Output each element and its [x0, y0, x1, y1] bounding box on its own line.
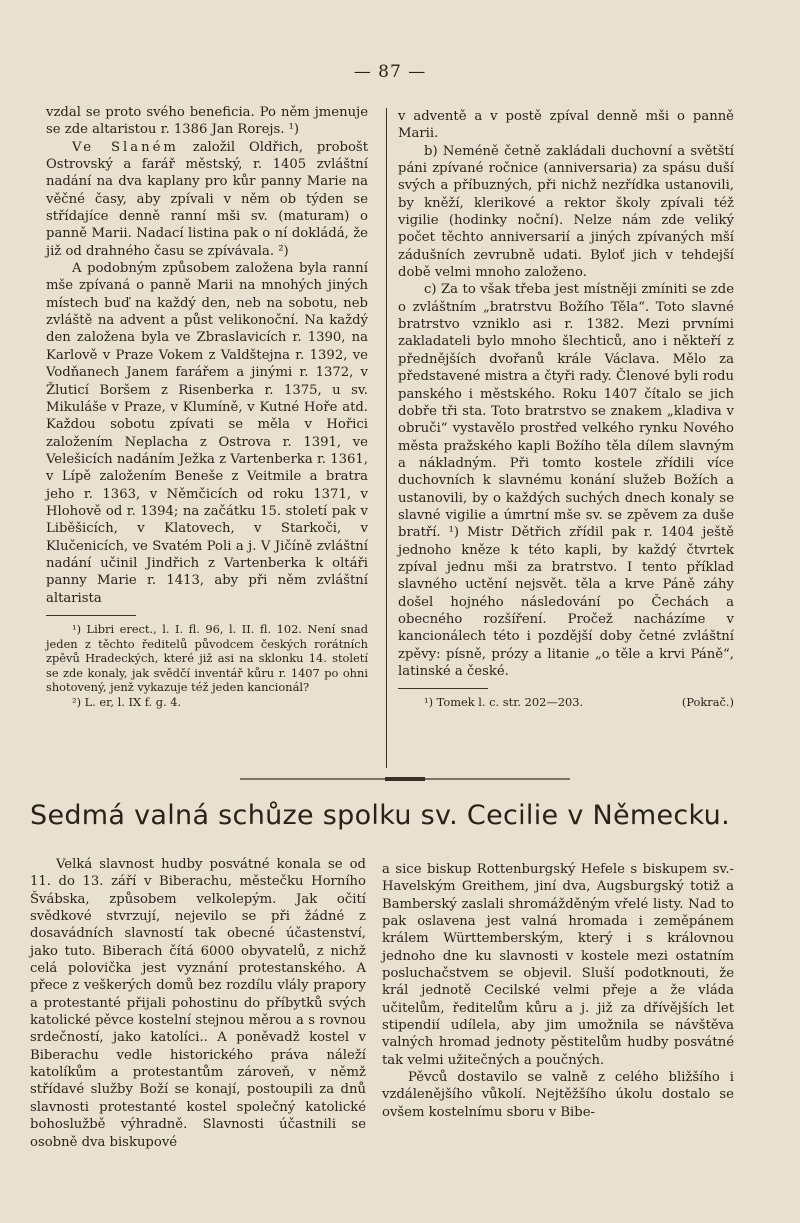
paragraph: v adventě a v postě zpíval denně mši o panně Marii.: [398, 109, 734, 142]
footnote: [398, 695, 734, 710]
page-number: — 87 —: [353, 62, 427, 82]
paragraph: vzdal se proto svého beneficia. Po něm jmenuje se zde altaristou r. 1386 Jan Rorejs. ¹): [46, 105, 368, 138]
paragraph-text: založil Oldřich, probošt Ostrovský a farář městský, r. 1405 zvláštní nadání na dva kaplany pro kůr panny Marie na věčné časy, aby zpívali v něm ob týden se střídajíce denně ranní mši sv. (maturam) o panně Marii. Nadací listina pak o ní dokládá, že již od drahného času se zpívávala. ²): [46, 139, 368, 259]
footnote-rule: [398, 688, 488, 689]
footnote-text: ¹) Tomek l. c. str. 202—203.: [424, 695, 584, 710]
paragraph: c) Za to však třeba jest místněji zmíniti se zde o zvláštním „bratrstvu Božího Těla“. Toto slavné bratrstvo vzniklo asi r. 1382. Mezi prvními zakladateli bylo mnoho šlechticů, ano i někteří z přednějších dvořanů krále Václava. Mělo za představené mistra a čtyři rady. Členové byli rodu panského i městského. Roku 1407 čítalo se jich dobře tři sta. Toto bratrstvo se znakem „kladiva v obruči“ vystavělo prostřed velkého rynku Nového města pražského kapli Božího těla dílem slavným a nákladným. Při tomto kostele zřídili více duchovních k slavnému konání služeb Božích a ustanovili, by o každých suchých dnech konaly se slavné vigilie a úmrtní mše sv. se zpěvem za duše bratří. ¹) Mistr Dětřich zřídil pak r. 1404 ještě jednoho kněze k této kapli, by každý čtvrtek zpíval jednu mši za bratrstvo. I tento příklad slavného uctění nejsvět. těla a krve Páně záhy došel hojného následování po Čechách a obecného rozšíření. Pročež nacházíme v kancionálech této i pozdější doby četné zvláštní zpěvy: písně, prózy a litanie „o těle a krvi Páně“, latinské a české.: [398, 282, 734, 679]
footnote: ²) L. er, l. IX f. g. 4.: [72, 694, 182, 709]
place-name: Ve Slaném: [72, 139, 179, 155]
column-divider: [386, 108, 387, 768]
article-left-column: [30, 856, 366, 1151]
article-right-column: [382, 861, 734, 1121]
paragraph: b) Neméně četně zakládali duchovní a světští páni zpívané ročnice (anniversaria) za spásu duší svých a příbuzných, při nichž nezřídka ustanovili, by kněží, klerikové a rektor školy zpívali též vigilie (hodinky noční). Nelze nám zde veliký počet těchto anniversarií a jiných zpívaných mší zádušních zevrubně udati. Byloť jich v tehdejší době velmi mnoho založeno.: [398, 143, 734, 281]
paragraph: a sice biskup Rottenburgský Hefele s biskupem sv.-Havelským Greithem, jiní dva, Augsburgský totiž a Bamberský zaslali shromážděným vřelé listy. Nad to pak oslavena jest valná hromada i zeměpánem králem Württemberským, který i s královnou jednoho dne ku slavnosti v kostele mezi ostatním posluchačstvem se objevil. Sluší podotknouti, že král jednotě Cecilské velmi přeje a že vláda učitelům, ředitelům kůru a j. již za dřívějších let stipendií udílela, aby jim umožnila se návštěva valných hromad jednoty pěstitelům hudby posvátné tak velmi užitečných a poučných.: [382, 862, 734, 1068]
paragraph: A podobným způsobem založena byla ranní mše zpívaná o panně Marii na mnohých jiných místech buď na každý den, neb na sobotu, neb zvláště na advent a půst velikonoční. Na každý den založena byla ve Zbraslavicích r. 1390, na Karlově v Praze Vokem z Valdštejna r. 1392, ve Vodňanech Janem farářem a jinými r. 1372, v Žluticí Boršem z Risenberka r. 1375, u sv. Mikuláše v Praze, v Klumíně, v Kutné Hoře atd. Každou sobotu zpívati se měla v Hořici založením Neplacha z Ostrova r. 1391, ve Velešicích nadáním Ježka z Vartenberka r. 1361, v Lípě založením Beneše z Veitmile a bratra jeho r. 1363, v Němčicích od roku 1371, v Hlohově od r. 1394; na začátku 15. století pak v Liběšicích, v Klatovech, v Starkoči, v Klučenicích, ve Svatém Poli a j. V Jičíně zvláštní nadání učinil Jindřich z Vartenberka k oltáři panny Marie r. 1413, aby při něm zvláštní altarista: [46, 261, 368, 606]
footnote-rule: [46, 615, 136, 616]
paragraph: Pěvců dostavilo se valně z celého bližšího i vzdálenějšího vůkolí. Nejtěžšího úkolu dostalo se ovšem kostelnímu sboru v Bibe-: [382, 1070, 734, 1120]
paragraph: [46, 139, 368, 260]
footnote: ¹) Libri erect., l. I. fl. 96, l. II. fl. 102. Není snad jeden z těchto ředitelů původcem českých rorátních zpěvů Hradeckých, které již asi na sklonku 14. století se zde konaly, jak svědčí inventář kůru r. 1407 po ohni shotovený, jenž vykazuje též jeden kancionál?: [46, 621, 368, 695]
left-column: [46, 104, 368, 710]
article-title: Sedmá valná schůze spolku sv. Cecilie v Německu.: [30, 800, 730, 831]
continued-label: (Pokrač.): [681, 695, 734, 710]
right-column: [398, 108, 734, 710]
paragraph: Velká slavnost hudby posvátné konala se od 11. do 13. září v Biberachu, městečku Horního Švábska, způsobem velkolepým. Jak očití svědkové stvrzují, nejevilo se při žádné z dosavádních slavností tak obecné účastenství, jako tuto. Biberach čítá 6000 obyvatelů, z nichž celá polovička jest vyznání protestanského. A přece z veškerých domů bez rozdílu vlály prapory a protestanté přijali pohostinu do příbytků svých katolické pěvce kostelní stejnou měrou a s rovnou srdečností, jako katolíci.. A poněvadž kostel v Biberachu vedle historického práva náleží katolíkům a protestantům zároveň, v němž střídavé služby Boží se konají, postoupili za dnů slavnosti protestanté kostel společný katolické bohoslužbě výhradně. Slavnosti účastnili se osobně dva biskupové: [30, 857, 366, 1150]
ornament-divider: [240, 775, 570, 783]
